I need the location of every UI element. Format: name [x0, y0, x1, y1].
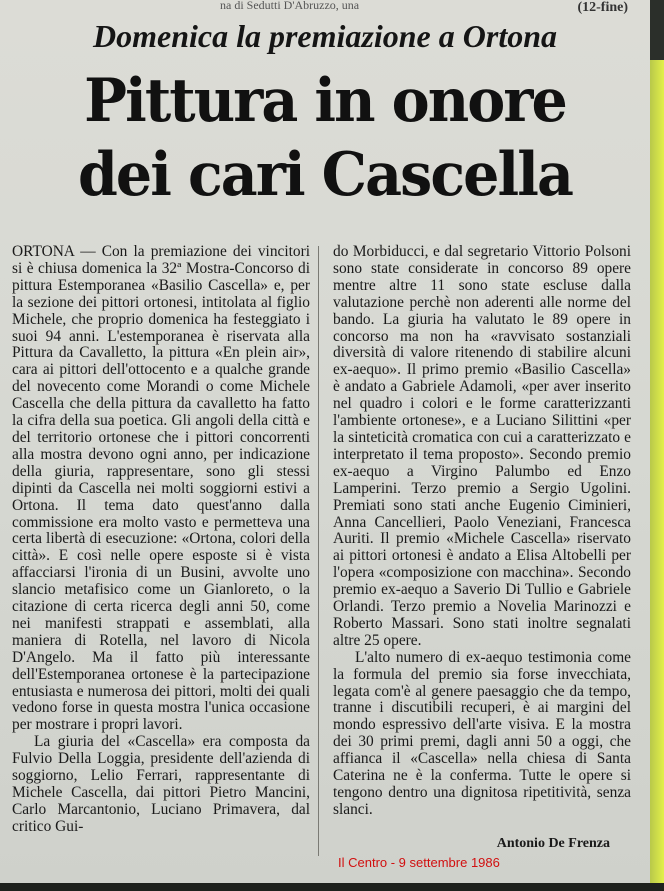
- paragraph: do Morbiducci, e dal segretario Vittorio Polsoni sono state considerate in concorso 89 opere mentre altre 11 sono state escluse dalla valutazione perchè non aderenti alle norme del bando. La giuria ha valutato le 89 opere in concorso ma non ha «ravvisato sostanziali diversità di valore ritenendo di stabilire alcuni ex-aequo». Il primo premio «Basilio Cascella» è andato a Gabriele Adamoli, «per aver inserito nel quadro i colori e le forme caratterizzanti l'ambiente ortonese», e a Luciano Silittini «per la sinteticità cromatica con cui a caratterizzato e interpretato il tema proposto». Secondo premio ex-aequo a Virgino Palumbo ed Enzo Lamperini. Terzo premio a Sergio Ugolini. Premiati sono stati anche Eugenio Ciminieri, Anna Cancellieri, Paolo Veneziani, Francesca Auriti. Il premio «Michele Cascella» riservato ai pittori ortonesi è andato a Elisa Altobelli per l'opera «composizione con macchina». Secondo premio ex-aequo a Saverio Di Tullio e Gabriele Orlandi. Terzo premio a Novelia Marinozzi e Roberto Massari. Sono stati inoltre segnalati altre 25 opere.: [333, 243, 631, 649]
- paragraph: ORTONA — Con la premiazione dei vincitori si è chiusa domenica la 32ª Mostra-Concorso di pittura Estemporanea «Basilio Cascella» e, per la sezione dei pittori ortonesi, intitolata al figlio Michele, che proprio domenica ha festeggiato i suoi 94 anni. L'estemporanea è riservata alla Pittura da Cavalletto, la pittura «En plein air», cara ai pittori dell'ottocento e a qualche grande del novecento come Morandi o come Michele Cascella che della pittura da cavalletto ha fatto la cifra della sua poetica. Gli angoli della città e del territorio ortonese che i pittori concorrenti alla mostra devono ogni anno, per indicazione della giuria, rappresentare, sono gli stessi dipinti da Cascella nei molti soggiorni estivi a Ortona. Il tema dato quest'anno dalla commissione era molto vasto e permetteva una certa libertà di esecuzione: «Ortona, colori della città». E così nelle opere esposte si è vista affacciarsi l'ironia di un Busini, avvolte uno slancio metafisico come un Gianloreto, o la citazione di certa ricerca degli anni 50, come nei manifesti strappati e assemblati, alla maniera di Rotella, nel lavoro di Nicola D'Angelo. Ma il fatto più interessante dell'Estemporanea ortonese è la partecipazione entusiasta e numerosa dei pittori, molti dei quali vedono forse in questa mostra l'unica occasione per mostrare i propri lavori.: [12, 243, 310, 734]
- kicker-headline: Domenica la premiazione a Ortona: [92, 18, 557, 54]
- headline-line-1: Pittura in onore: [84, 66, 566, 136]
- background-edge: [650, 60, 664, 891]
- article-column-left: [12, 244, 310, 836]
- background-strip: [0, 883, 664, 891]
- paragraph: L'alto numero di ex-aequo testimonia come la formula del premio sia forse invecchiata, legata com'è al genere paesaggio che da tempo, tranne i discutibili recuperi, è ai margini del mondo espressivo dell'arte visiva. E la mostra dei 30 primi premi, dagli anni 50 a oggi, che affianca il «Cascella» nella chiesa di Santa Caterina ne è la conferma. Tutte le opere si tengono dentro una dignitosa ripetitività, senza slanci.: [333, 648, 631, 818]
- cut-off-text: na di Sedutti D'Abruzzo, una: [220, 0, 360, 12]
- main-headline: [16, 64, 634, 212]
- continuation-note: (12-fine): [577, 0, 628, 15]
- article-column-right: [333, 244, 631, 819]
- headline-line-2: dei cari Cascella: [77, 140, 573, 210]
- author-signature: Antonio De Frenza: [496, 836, 610, 851]
- paragraph: La giuria del «Cascella» era composta da Fulvio Della Loggia, presidente dell'azienda di soggiorno, Lelio Ferrari, rappresentante di Michele Cascella, dai pittori Pietro Mancini, Carlo Marcantonio, Luciano Primavera, dal critico Gui-: [12, 733, 310, 835]
- source-caption: Il Centro - 9 settembre 1986: [338, 855, 500, 870]
- column-divider: [318, 246, 319, 856]
